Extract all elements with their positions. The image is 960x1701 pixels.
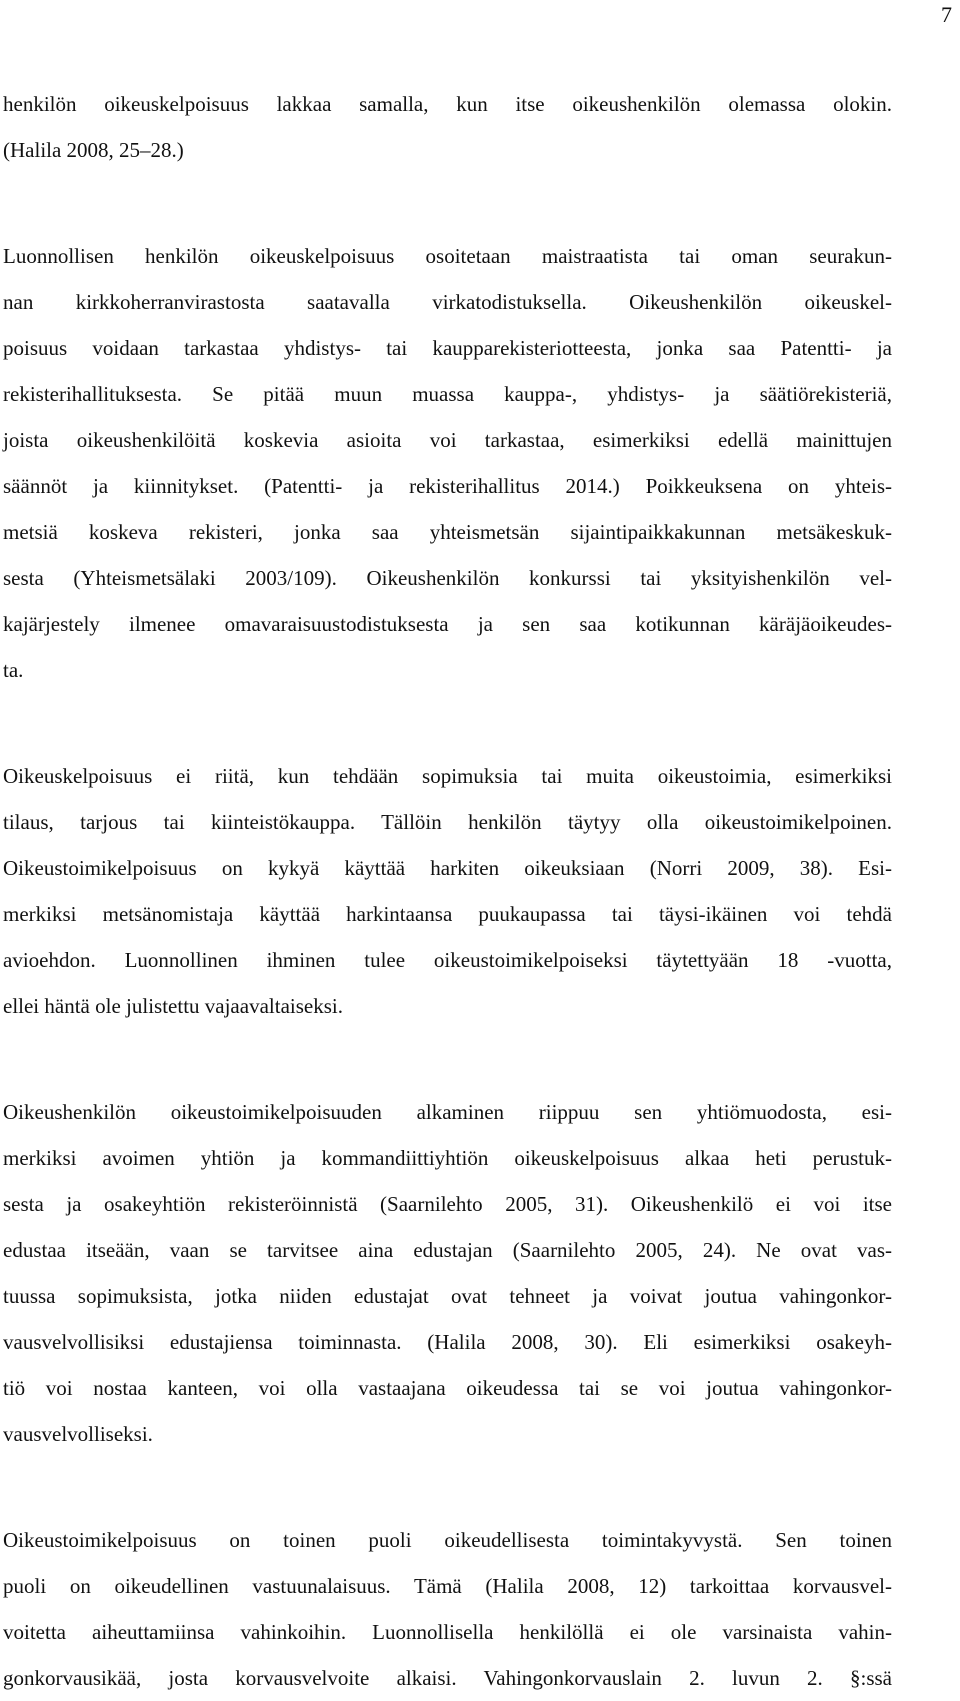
paragraph-4-line-2: merkiksi avoimen yhtiön ja kommandiittiyhtiön oikeuskelpoisuus alkaa heti perustuk- — [3, 1146, 892, 1170]
paragraph-gap — [3, 1457, 892, 1517]
paragraph-2-line-3: poisuus voidaan tarkastaa yhdistys- tai kaupparekisteriotteesta, jonka saa Patentti- ja — [3, 336, 892, 360]
paragraph-4-line-6: vausvelvollisiksi edustajiensa toiminnasta. (Halila 2008, 30). Eli esimerkiksi osakeyh- — [3, 1330, 892, 1354]
paragraph-4-line-7: tiö voi nostaa kanteen, voi olla vastaajana oikeudessa tai se voi joutua vahingonkor- — [3, 1376, 892, 1400]
paragraph-3-line-6: ellei häntä ole julistettu vajaavaltaiseksi. — [3, 994, 343, 1018]
paragraph-2-line-4: rekisterihallituksesta. Se pitää muun muassa kauppa-, yhdistys- ja säätiörekisteriä, — [3, 382, 892, 406]
paragraph-3-line-3: Oikeustoimikelpoisuus on kykyä käyttää harkiten oikeuksiaan (Norri 2009, 38). Esi- — [3, 856, 892, 880]
paragraph-gap — [3, 693, 892, 753]
paragraph-2-line-10: ta. — [3, 658, 24, 682]
paragraph-1-line-2: (Halila 2008, 25–28.) — [3, 138, 184, 162]
paragraph-4-line-3: sesta ja osakeyhtiön rekisteröinnistä (Saarnilehto 2005, 31). Oikeushenkilö ei voi itse — [3, 1192, 892, 1216]
paragraph-3-line-2: tilaus, tarjous tai kiinteistökauppa. Tällöin henkilön täytyy olla oikeustoimikelpoinen. — [3, 810, 892, 834]
paragraph-5-line-1: Oikeustoimikelpoisuus on toinen puoli oikeudellisesta toimintakyvystä. Sen toinen — [3, 1528, 892, 1552]
paragraph-5-line-3: voitetta aiheuttamiinsa vahinkoihin. Luonnollisella henkilöllä ei ole varsinaista vahin- — [3, 1620, 892, 1644]
paragraph-gap — [3, 173, 892, 233]
page-number: 7 — [941, 2, 952, 27]
paragraph-4-line-1: Oikeushenkilön oikeustoimikelpoisuuden alkaminen riippuu sen yhtiömuodosta, esi- — [3, 1100, 892, 1124]
paragraph-3-line-4: merkiksi metsänomistaja käyttää harkintaansa puukaupassa tai täysi-ikäinen voi tehdä — [3, 902, 892, 926]
paragraph-2-line-8: sesta (Yhteismetsälaki 2003/109). Oikeushenkilön konkurssi tai yksityishenkilön vel- — [3, 566, 892, 590]
paragraph-5-line-2: puoli on oikeudellinen vastuunalaisuus. Tämä (Halila 2008, 12) tarkoittaa korvausvel- — [3, 1574, 892, 1598]
paragraph-3-line-5: avioehdon. Luonnollinen ihminen tulee oikeustoimikelpoiseksi täytettyään 18 -vuotta, — [3, 948, 892, 972]
paragraph-2-line-6: säännöt ja kiinnitykset. (Patentti- ja rekisterihallitus 2014.) Poikkeuksena on yhteis- — [3, 474, 892, 498]
paragraph-3-line-1: Oikeuskelpoisuus ei riitä, kun tehdään sopimuksia tai muita oikeustoimia, esimerkiksi — [3, 764, 892, 788]
paragraph-4-line-4: edustaa itseään, vaan se tarvitsee aina edustajan (Saarnilehto 2005, 24). Ne ovat vas- — [3, 1238, 892, 1262]
paragraph-2-line-9: kajärjestely ilmenee omavaraisuustodistuksesta ja sen saa kotikunnan käräjäoikeudes- — [3, 612, 892, 636]
paragraph-4-line-5: tuussa sopimuksista, jotka niiden edustajat ovat tehneet ja voivat joutua vahingonkor- — [3, 1284, 892, 1308]
paragraph-4-line-8: vausvelvolliseksi. — [3, 1422, 153, 1446]
paragraph-2-line-2: nan kirkkoherranvirastosta saatavalla virkatodistuksella. Oikeushenkilön oikeuskel- — [3, 290, 892, 314]
paragraph-2-line-5: joista oikeushenkilöitä koskevia asioita voi tarkastaa, esimerkiksi edellä mainittujen — [3, 428, 892, 452]
paragraph-5-line-4: gonkorvausikää, josta korvausvelvoite alkaisi. Vahingonkorvauslain 2. luvun 2. §:ssä — [3, 1666, 892, 1690]
body-text — [3, 81, 892, 1701]
paragraph-2-line-7: metsiä koskeva rekisteri, jonka saa yhteismetsän sijaintipaikkakunnan metsäkeskuk- — [3, 520, 892, 544]
paragraph-2-line-1: Luonnollisen henkilön oikeuskelpoisuus osoitetaan maistraatista tai oman seurakun- — [3, 244, 892, 268]
paragraph-gap — [3, 1029, 892, 1089]
paragraph-1-line-1: henkilön oikeuskelpoisuus lakkaa samalla, kun itse oikeushenkilön olemassa olokin. — [3, 92, 892, 116]
